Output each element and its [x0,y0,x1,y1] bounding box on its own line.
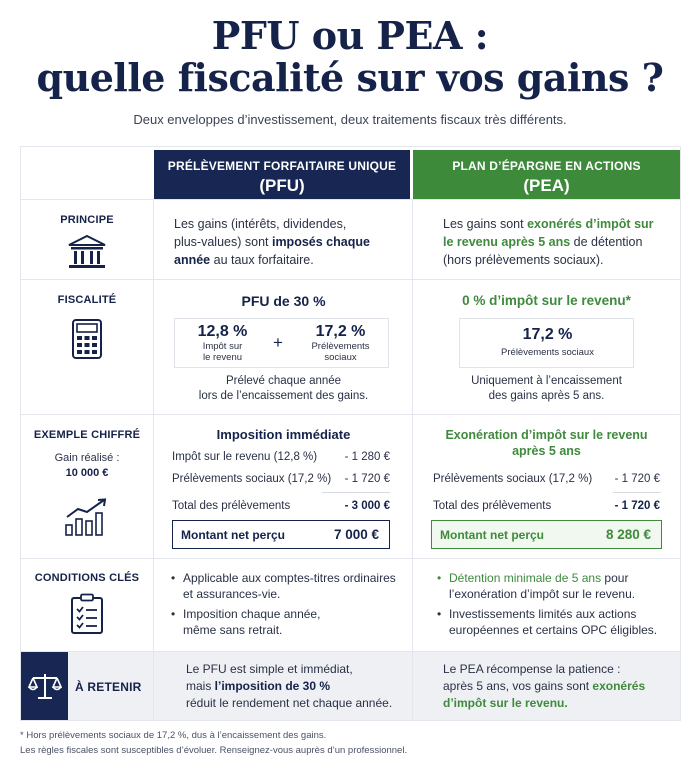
header-pfu-line1: PRÉLÈVEMENT FORFAITAIRE UNIQUE [167,159,397,173]
fiscalite-pfu-box [174,318,389,368]
exemple-pea-cell [413,415,680,558]
pfu-cond1-l2: et assurances-vie. [183,587,281,601]
pea-cond1-a: Détention minimale de [449,571,572,585]
pea-total-label: Total des prélèvements [433,500,552,512]
pea-cond1-c: pour [601,571,629,585]
principe-pea-text [443,215,673,269]
pea-ps-line-value: - 1 720 € [614,473,660,485]
exemple-pfu-cell [154,415,413,558]
retenir-label: À RETENIR [75,680,142,694]
pea-ps-label: Prélèvements sociaux [501,347,594,358]
principe-pfu-t2a: plus-values) sont [174,235,272,249]
row-fiscalite [21,279,680,414]
pfu-ps-block [293,323,388,363]
pfu-cond2-l1: Imposition chaque année, [183,607,321,621]
conditions-pfu-cell [154,559,413,651]
pfu-note-l2: lors de l’encaissement des gains. [198,390,369,402]
plus-sign: + [273,333,283,352]
principe-pfu-t3a: année [174,253,211,267]
principe-pfu-cell [154,200,413,279]
row-exemple [21,414,680,558]
principe-pea-cell [413,200,680,279]
retenir-label-cell [21,652,154,720]
principe-pea-t2b: de détention [570,235,643,249]
pfu-ps-line-value: - 1 720 € [344,473,390,485]
exemple-pfu-title: Imposition immédiate [216,427,351,442]
growth-chart-icon [63,497,111,537]
pfu-ps-label2: sociaux [324,352,357,363]
fiscalite-pea-note [413,374,680,404]
pfu-ir-block [175,323,270,363]
exemple-pea-title2: après 5 ans [512,444,581,458]
pea-total-value: - 1 720 € [614,500,660,512]
principe-pfu-t3b: au taux forfaitaire. [210,253,314,267]
pea-condition-1 [437,570,677,602]
calculator-icon [71,318,103,360]
retenir-pfu-cell [154,652,413,720]
retenir-pea-cell [413,652,680,720]
pea-ps-block [460,326,635,358]
pfu-ir-line-label: Impôt sur le revenu (12,8 %) [172,451,318,463]
pfu-cond1-l1: Applicable aux comptes-titres ordinaires [183,571,396,585]
scales-icon [28,671,62,701]
fiscalite-label: FISCALITÉ [57,294,117,306]
header-pea-line1: PLAN D’ÉPARGNE EN ACTIONS [452,159,641,173]
header-pea [413,150,680,199]
pfu-ir-line-value: - 1 280 € [344,451,390,463]
pfu-condition-1 [171,570,407,602]
pea-ps-line-label: Prélèvements sociaux (17,2 %) [433,473,593,485]
row-retenir [21,651,680,720]
principe-pfu-t2b: imposés chaque [271,235,370,249]
pfu-ir-value: 12,8 % [197,323,248,340]
retenir-icon-bg [21,652,68,720]
pea-cond1-l2: l’exonération d’impôt sur le revenu. [449,587,636,601]
pfu-ir-label1: Impôt sur [202,341,243,352]
pea-note-l2: des gains après 5 ans. [488,390,605,402]
retenir-pfu-t3: réduit le rendement net chaque année. [186,696,393,710]
gain-value: 10 000 € [65,467,109,479]
principe-pea-t1b: exonérés d’impôt sur [527,217,654,231]
pea-ps-value: 17,2 % [522,326,573,343]
fiscalite-pfu-cell [154,280,413,414]
pea-cond2-l1: Investissements limités aux actions [449,607,637,621]
page-title-line2: quelle fiscalité sur vos gains ? [36,55,664,100]
pfu-total-value: - 3 000 € [344,500,390,512]
pfu-net-label: Montant net perçu [181,528,285,542]
principe-label-cell [21,200,154,279]
exemple-pea-title1: Exonération d’impôt sur le revenu [445,428,648,442]
principe-label: PRINCIPE [60,214,114,226]
fiscalite-pfu-title: PFU de 30 % [241,293,326,309]
exemple-pea-title [413,427,680,459]
pea-sum-rule [613,492,661,493]
pea-net-value: 8 280 € [605,527,651,542]
retenir-pea-t3: d’impôt sur le revenu. [443,696,568,710]
exemple-label-cell [21,415,154,558]
bullet-dot: • [171,571,176,585]
pfu-ir-label2: le revenu [202,352,243,363]
retenir-pea-t2b: exonérés [592,679,646,693]
bank-icon [67,234,107,270]
pea-note-l1: Uniquement à l’encaissement [471,375,622,387]
retenir-pfu-t1: Le PFU est simple et immédiat, [186,662,353,676]
checklist-icon [70,593,104,635]
principe-pea-t2a: le revenu après 5 ans [443,235,571,249]
conditions-label-cell [21,559,154,651]
footnote-2: Les règles fiscales sont susceptibles d’évoluer. Renseignez-vous auprès d’un professionnel. [20,745,408,756]
pea-cond1-b: 5 ans [571,571,602,585]
fiscalite-pfu-note [154,374,413,404]
principe-pea-t1a: Les gains sont [443,217,528,231]
header-pea-line2: (PEA) [523,176,570,195]
principe-pfu-t1: Les gains (intérêts, dividendes, [174,217,347,231]
pfu-note-l1: Prélevé chaque année [225,375,342,387]
pfu-ps-label1: Prélèvements [311,341,370,352]
pfu-ps-value: 17,2 % [315,323,366,340]
exemple-label: EXEMPLE CHIFFRÉ [33,429,141,441]
pfu-net-value: 7 000 € [333,527,379,542]
pea-net-label: Montant net perçu [440,528,544,542]
pfu-cond2-l2: même sans retrait. [183,623,283,637]
pea-net-box [431,520,662,549]
row-principe [21,199,680,279]
bullet-dot: • [437,571,442,585]
fiscalite-label-cell [21,280,154,414]
retenir-pea-text [443,661,678,712]
pfu-ps-line-label: Prélèvements sociaux (17,2 %) [172,473,332,485]
pfu-condition-2 [171,606,407,638]
fiscalite-pea-cell [413,280,680,414]
bullet-dot: • [171,607,176,621]
bullet-dot: • [437,607,442,621]
fiscalite-pea-title: 0 % d’impôt sur le revenu* [462,293,631,308]
conditions-pea-cell [413,559,680,651]
retenir-pfu-t2b: l’imposition de 30 % [214,679,331,693]
principe-pfu-text [174,215,374,269]
footnote-1: * Hors prélèvements sociaux de 17,2 %, dus à l’encaissement des gains. [20,730,327,741]
header-pfu [154,150,410,199]
gain-label: Gain réalisé : [54,452,120,464]
page-subtitle: Deux enveloppes d’investissement, deux traitements fiscaux très différents. [133,112,567,127]
pea-condition-2 [437,606,677,638]
row-conditions [21,558,680,651]
retenir-pfu-t2a: mais [186,679,215,693]
pfu-net-box [172,520,390,549]
pea-cond2-l2: européennes et certains OPC éligibles. [449,623,658,637]
principe-pea-t3: (hors prélèvements sociaux). [443,253,604,267]
retenir-pea-t1: Le PEA récompense la patience : [443,662,621,676]
page-title-line1: PFU ou PEA : [211,13,489,58]
header-pfu-line2: (PFU) [259,176,305,195]
retenir-pfu-text [186,661,411,712]
comparison-table [20,146,681,721]
conditions-label: CONDITIONS CLÉS [34,572,140,584]
retenir-pea-t2a: après 5 ans, vos gains sont [443,679,593,693]
pfu-sum-rule [322,492,390,493]
pfu-total-label: Total des prélèvements [172,500,291,512]
fiscalite-pea-box [459,318,634,368]
